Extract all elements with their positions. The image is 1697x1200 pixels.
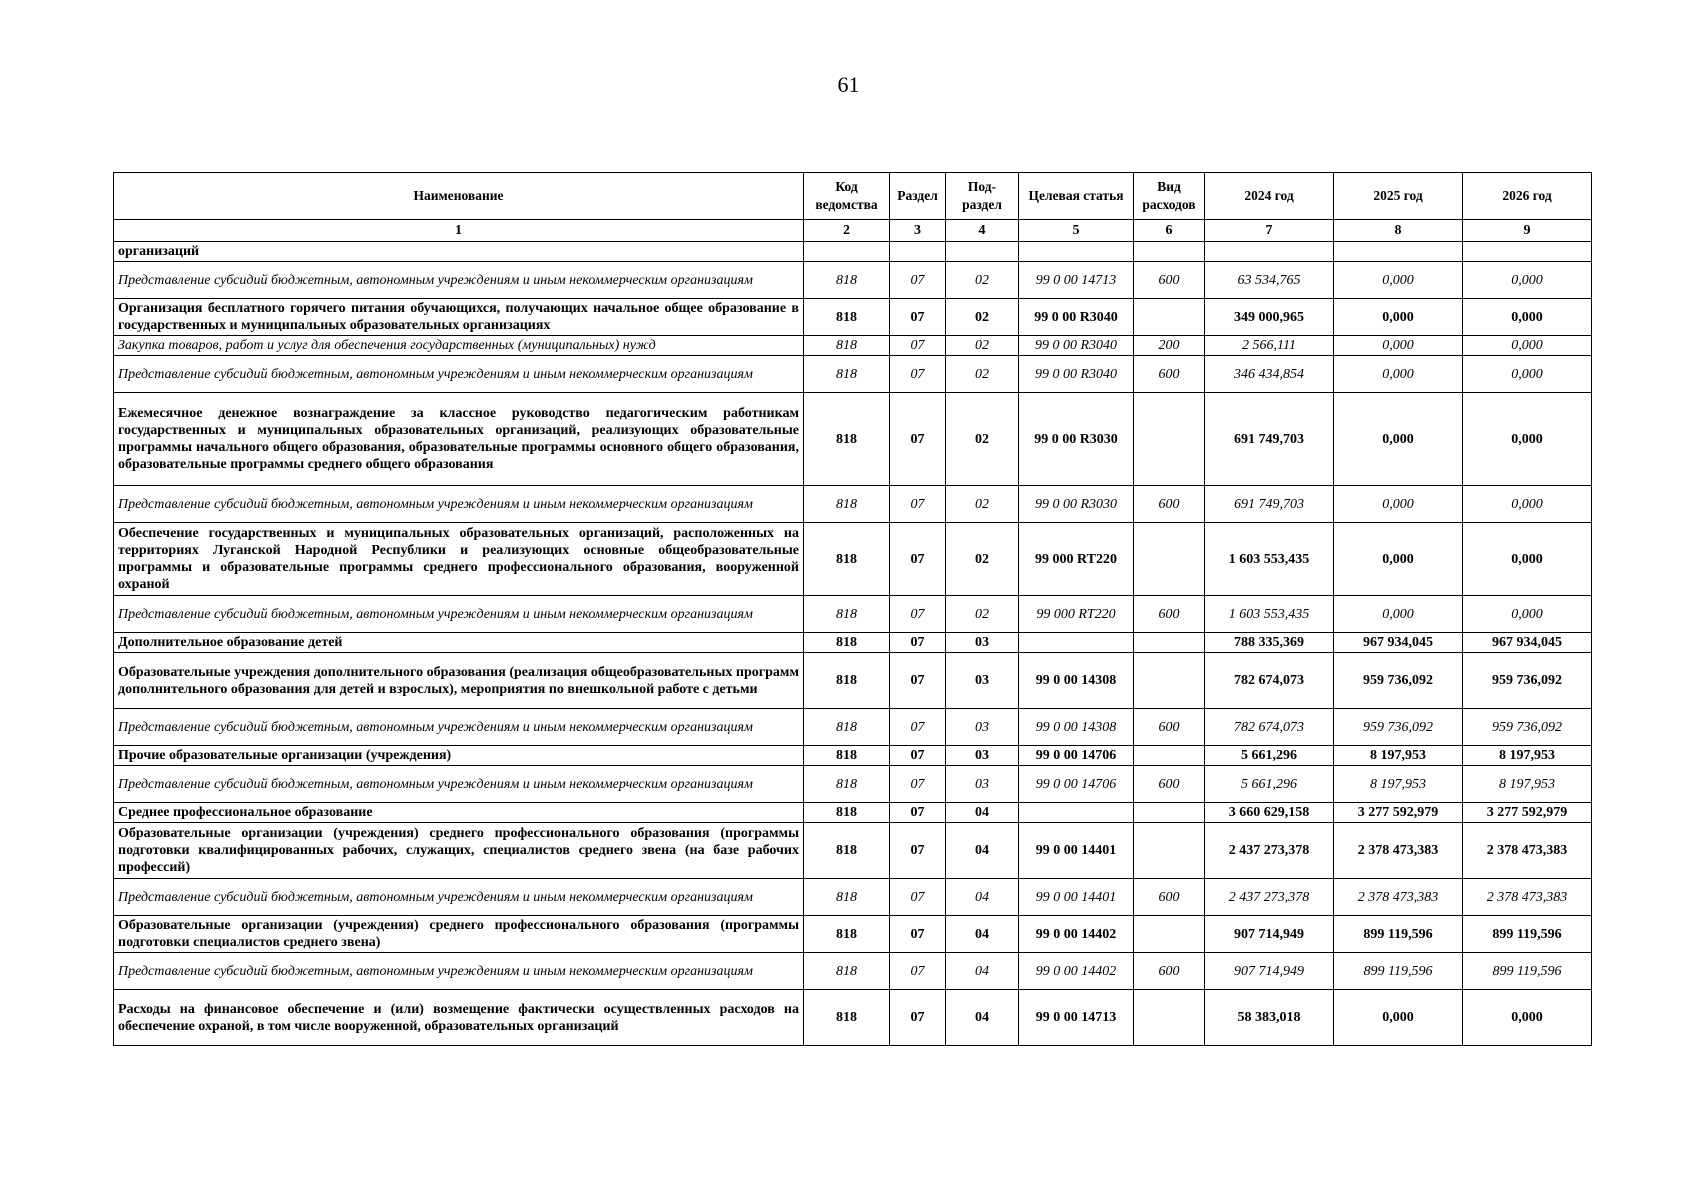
row-expense-type: 600 (1134, 596, 1205, 633)
row-amount-2026: 0,000 (1463, 990, 1592, 1046)
row-amount-2024: 2 437 273,378 (1205, 823, 1334, 879)
row-amount-2024: 2 566,111 (1205, 336, 1334, 356)
header-year-2026: 2026 год (1463, 173, 1592, 220)
row-amount-2025 (1334, 242, 1463, 262)
row-expense-type (1134, 393, 1205, 486)
row-department-code: 818 (804, 393, 890, 486)
table-row (114, 356, 1592, 393)
row-amount-2025: 0,000 (1334, 393, 1463, 486)
column-number: 7 (1205, 220, 1334, 242)
row-target-article: 99 0 00 R3040 (1019, 356, 1134, 393)
row-subsection: 02 (946, 299, 1019, 336)
row-department-code: 818 (804, 916, 890, 953)
row-amount-2024: 3 660 629,158 (1205, 803, 1334, 823)
row-section: 07 (890, 299, 946, 336)
row-target-article: 99 0 00 14713 (1019, 990, 1134, 1046)
row-amount-2026: 0,000 (1463, 523, 1592, 596)
row-amount-2025: 8 197,953 (1334, 746, 1463, 766)
row-expense-type (1134, 299, 1205, 336)
row-name: Представление субсидий бюджетным, автономным учреждениям и иным некоммерческим организациям (114, 879, 804, 916)
row-expense-type: 600 (1134, 262, 1205, 299)
row-section: 07 (890, 823, 946, 879)
table-row (114, 242, 1592, 262)
row-amount-2024: 63 534,765 (1205, 262, 1334, 299)
row-subsection: 03 (946, 709, 1019, 746)
header-subsection: Под-раздел (946, 173, 1019, 220)
row-target-article: 99 0 00 R3030 (1019, 393, 1134, 486)
row-target-article: 99 0 00 14706 (1019, 766, 1134, 803)
row-section: 07 (890, 709, 946, 746)
column-number-row (114, 220, 1592, 242)
row-subsection: 02 (946, 262, 1019, 299)
row-subsection: 02 (946, 596, 1019, 633)
row-expense-type (1134, 746, 1205, 766)
row-name: Представление субсидий бюджетным, автономным учреждениям и иным некоммерческим организациям (114, 356, 804, 393)
row-expense-type: 600 (1134, 766, 1205, 803)
header-target-article: Целевая статья (1019, 173, 1134, 220)
row-amount-2025: 0,000 (1334, 262, 1463, 299)
row-amount-2025: 0,000 (1334, 336, 1463, 356)
row-department-code: 818 (804, 596, 890, 633)
row-target-article: 99 000 RT220 (1019, 523, 1134, 596)
row-section (890, 242, 946, 262)
row-section: 07 (890, 653, 946, 709)
table-row (114, 262, 1592, 299)
row-section: 07 (890, 916, 946, 953)
row-amount-2025: 0,000 (1334, 596, 1463, 633)
row-department-code: 818 (804, 953, 890, 990)
row-section: 07 (890, 262, 946, 299)
row-subsection: 02 (946, 336, 1019, 356)
row-amount-2024: 2 437 273,378 (1205, 879, 1334, 916)
row-target-article (1019, 242, 1134, 262)
row-department-code: 818 (804, 990, 890, 1046)
row-amount-2025: 2 378 473,383 (1334, 879, 1463, 916)
row-amount-2026: 0,000 (1463, 596, 1592, 633)
row-amount-2024: 346 434,854 (1205, 356, 1334, 393)
row-name: Представление субсидий бюджетным, автономным учреждениям и иным некоммерческим организациям (114, 486, 804, 523)
table-row (114, 990, 1592, 1046)
row-section: 07 (890, 523, 946, 596)
row-subsection: 04 (946, 879, 1019, 916)
table-row (114, 746, 1592, 766)
row-section: 07 (890, 596, 946, 633)
column-number: 1 (114, 220, 804, 242)
row-section: 07 (890, 803, 946, 823)
row-target-article (1019, 803, 1134, 823)
row-name: Представление субсидий бюджетным, автономным учреждениям и иным некоммерческим организациям (114, 596, 804, 633)
row-target-article: 99 0 00 14308 (1019, 709, 1134, 746)
row-subsection: 02 (946, 356, 1019, 393)
row-name: Среднее профессиональное образование (114, 803, 804, 823)
row-amount-2026: 2 378 473,383 (1463, 879, 1592, 916)
row-name: Обеспечение государственных и муниципальных образовательных организаций, расположенных на территориях Луганской Народной Республики и реализующих основные общеобразовательные программы и образовательные программы среднего профессионального образования, вооруженной охраной (114, 523, 804, 596)
row-name: Образовательные учреждения дополнительного образования (реализация общеобразовательных программ дополнительного образования для детей и взрослых), мероприятия по внешкольной работе с детьми (114, 653, 804, 709)
header-year-2024: 2024 год (1205, 173, 1334, 220)
row-subsection: 03 (946, 653, 1019, 709)
row-department-code: 818 (804, 879, 890, 916)
row-amount-2025: 959 736,092 (1334, 653, 1463, 709)
row-amount-2024: 1 603 553,435 (1205, 596, 1334, 633)
row-expense-type: 600 (1134, 709, 1205, 746)
row-amount-2026: 899 119,596 (1463, 916, 1592, 953)
row-subsection: 03 (946, 746, 1019, 766)
column-number: 5 (1019, 220, 1134, 242)
budget-table (113, 172, 1592, 1046)
row-name: Представление субсидий бюджетным, автономным учреждениям и иным некоммерческим организациям (114, 766, 804, 803)
row-amount-2026: 0,000 (1463, 299, 1592, 336)
row-department-code: 818 (804, 523, 890, 596)
row-section: 07 (890, 633, 946, 653)
row-amount-2026: 959 736,092 (1463, 653, 1592, 709)
row-department-code (804, 242, 890, 262)
row-amount-2026: 959 736,092 (1463, 709, 1592, 746)
row-amount-2025: 0,000 (1334, 990, 1463, 1046)
row-department-code: 818 (804, 262, 890, 299)
row-amount-2026: 967 934,045 (1463, 633, 1592, 653)
row-section: 07 (890, 336, 946, 356)
row-amount-2026: 2 378 473,383 (1463, 823, 1592, 879)
row-department-code: 818 (804, 633, 890, 653)
row-subsection: 04 (946, 990, 1019, 1046)
row-amount-2024: 349 000,965 (1205, 299, 1334, 336)
header-name: Наименование (114, 173, 804, 220)
row-subsection: 04 (946, 916, 1019, 953)
row-amount-2025: 0,000 (1334, 523, 1463, 596)
row-name: Прочие образовательные организации (учреждения) (114, 746, 804, 766)
table-row (114, 393, 1592, 486)
row-amount-2025: 0,000 (1334, 486, 1463, 523)
row-amount-2026: 8 197,953 (1463, 766, 1592, 803)
row-name: Представление субсидий бюджетным, автономным учреждениям и иным некоммерческим организациям (114, 953, 804, 990)
row-expense-type (1134, 916, 1205, 953)
table-row (114, 803, 1592, 823)
table-row (114, 766, 1592, 803)
row-department-code: 818 (804, 709, 890, 746)
row-section: 07 (890, 879, 946, 916)
row-target-article (1019, 633, 1134, 653)
row-subsection: 02 (946, 486, 1019, 523)
row-target-article: 99 0 00 14401 (1019, 879, 1134, 916)
row-amount-2026: 8 197,953 (1463, 746, 1592, 766)
column-number: 6 (1134, 220, 1205, 242)
row-target-article: 99 0 00 14402 (1019, 916, 1134, 953)
table-row (114, 653, 1592, 709)
row-target-article: 99 0 00 R3040 (1019, 299, 1134, 336)
row-amount-2025: 959 736,092 (1334, 709, 1463, 746)
row-section: 07 (890, 766, 946, 803)
row-target-article: 99 000 RT220 (1019, 596, 1134, 633)
row-amount-2026: 0,000 (1463, 336, 1592, 356)
row-amount-2025: 2 378 473,383 (1334, 823, 1463, 879)
row-name: Образовательные организации (учреждения) среднего профессионального образования (программы подготовки квалифицированных рабочих, служащих, специалистов среднего звена (на базе рабочих профессий) (114, 823, 804, 879)
row-section: 07 (890, 953, 946, 990)
row-expense-type (1134, 523, 1205, 596)
row-name: Ежемесячное денежное вознаграждение за классное руководство педагогическим работникам государственных и муниципальных образовательных организаций, реализующих образовательные программы начального общего образования, образовательные программы основного общего образования, образовательные программы среднего общего образования (114, 393, 804, 486)
header-row (114, 173, 1592, 220)
column-number: 9 (1463, 220, 1592, 242)
row-amount-2024: 691 749,703 (1205, 393, 1334, 486)
row-amount-2026: 0,000 (1463, 486, 1592, 523)
row-expense-type (1134, 803, 1205, 823)
row-section: 07 (890, 486, 946, 523)
row-subsection: 04 (946, 803, 1019, 823)
row-name: Закупка товаров, работ и услуг для обеспечения государственных (муниципальных) нужд (114, 336, 804, 356)
table-row (114, 823, 1592, 879)
table-row (114, 879, 1592, 916)
row-subsection: 03 (946, 766, 1019, 803)
row-amount-2025: 967 934,045 (1334, 633, 1463, 653)
row-amount-2026: 0,000 (1463, 393, 1592, 486)
row-target-article: 99 0 00 R3030 (1019, 486, 1134, 523)
row-amount-2024: 691 749,703 (1205, 486, 1334, 523)
row-expense-type (1134, 823, 1205, 879)
table-row (114, 336, 1592, 356)
table-row (114, 523, 1592, 596)
row-amount-2025: 899 119,596 (1334, 953, 1463, 990)
row-amount-2026: 0,000 (1463, 262, 1592, 299)
row-target-article: 99 0 00 R3040 (1019, 336, 1134, 356)
table-row (114, 953, 1592, 990)
row-amount-2024: 788 335,369 (1205, 633, 1334, 653)
row-amount-2024: 907 714,949 (1205, 916, 1334, 953)
row-amount-2026 (1463, 242, 1592, 262)
row-target-article: 99 0 00 14402 (1019, 953, 1134, 990)
row-subsection (946, 242, 1019, 262)
row-target-article: 99 0 00 14308 (1019, 653, 1134, 709)
table-row (114, 633, 1592, 653)
row-subsection: 02 (946, 393, 1019, 486)
row-section: 07 (890, 356, 946, 393)
row-amount-2024: 5 661,296 (1205, 766, 1334, 803)
row-expense-type: 600 (1134, 879, 1205, 916)
row-amount-2024: 1 603 553,435 (1205, 523, 1334, 596)
column-number: 3 (890, 220, 946, 242)
row-amount-2026: 0,000 (1463, 356, 1592, 393)
row-subsection: 03 (946, 633, 1019, 653)
row-name: Организация бесплатного горячего питания обучающихся, получающих начальное общее образование в государственных и муниципальных образовательных организациях (114, 299, 804, 336)
table-row (114, 596, 1592, 633)
row-department-code: 818 (804, 803, 890, 823)
row-subsection: 04 (946, 953, 1019, 990)
row-amount-2024: 907 714,949 (1205, 953, 1334, 990)
row-department-code: 818 (804, 746, 890, 766)
row-department-code: 818 (804, 356, 890, 393)
row-department-code: 818 (804, 336, 890, 356)
row-department-code: 818 (804, 486, 890, 523)
row-target-article: 99 0 00 14713 (1019, 262, 1134, 299)
row-amount-2024: 58 383,018 (1205, 990, 1334, 1046)
row-subsection: 02 (946, 523, 1019, 596)
row-department-code: 818 (804, 653, 890, 709)
row-department-code: 818 (804, 299, 890, 336)
header-section: Раздел (890, 173, 946, 220)
row-amount-2024 (1205, 242, 1334, 262)
header-department-code: Код ведомства (804, 173, 890, 220)
row-amount-2025: 0,000 (1334, 356, 1463, 393)
table-row (114, 709, 1592, 746)
row-amount-2025: 3 277 592,979 (1334, 803, 1463, 823)
page-number: 61 (837, 72, 860, 97)
table-row (114, 916, 1592, 953)
header-expense-type: Вид расходов (1134, 173, 1205, 220)
row-name: Представление субсидий бюджетным, автономным учреждениям и иным некоммерческим организациям (114, 262, 804, 299)
row-expense-type: 600 (1134, 486, 1205, 523)
row-target-article: 99 0 00 14401 (1019, 823, 1134, 879)
column-number: 8 (1334, 220, 1463, 242)
row-expense-type (1134, 633, 1205, 653)
row-name: Расходы на финансовое обеспечение и (или) возмещение фактически осуществленных расходов на обеспечение охраной, в том числе вооруженной, образовательных организаций (114, 990, 804, 1046)
row-expense-type (1134, 242, 1205, 262)
row-expense-type (1134, 653, 1205, 709)
row-amount-2024: 5 661,296 (1205, 746, 1334, 766)
row-amount-2024: 782 674,073 (1205, 653, 1334, 709)
row-amount-2025: 8 197,953 (1334, 766, 1463, 803)
row-amount-2026: 899 119,596 (1463, 953, 1592, 990)
row-name: Представление субсидий бюджетным, автономным учреждениям и иным некоммерческим организациям (114, 709, 804, 746)
row-section: 07 (890, 746, 946, 766)
column-number: 2 (804, 220, 890, 242)
table-row (114, 486, 1592, 523)
row-amount-2024: 782 674,073 (1205, 709, 1334, 746)
table-row (114, 299, 1592, 336)
row-expense-type: 200 (1134, 336, 1205, 356)
row-section: 07 (890, 393, 946, 486)
row-expense-type (1134, 990, 1205, 1046)
header-year-2025: 2025 год (1334, 173, 1463, 220)
row-expense-type: 600 (1134, 356, 1205, 393)
row-expense-type: 600 (1134, 953, 1205, 990)
row-target-article: 99 0 00 14706 (1019, 746, 1134, 766)
row-name: Дополнительное образование детей (114, 633, 804, 653)
row-section: 07 (890, 990, 946, 1046)
row-department-code: 818 (804, 766, 890, 803)
row-name: Образовательные организации (учреждения) среднего профессионального образования (программы подготовки специалистов среднего звена) (114, 916, 804, 953)
row-amount-2025: 0,000 (1334, 299, 1463, 336)
row-department-code: 818 (804, 823, 890, 879)
row-name: организаций (114, 242, 804, 262)
row-amount-2025: 899 119,596 (1334, 916, 1463, 953)
row-amount-2026: 3 277 592,979 (1463, 803, 1592, 823)
column-number: 4 (946, 220, 1019, 242)
row-subsection: 04 (946, 823, 1019, 879)
